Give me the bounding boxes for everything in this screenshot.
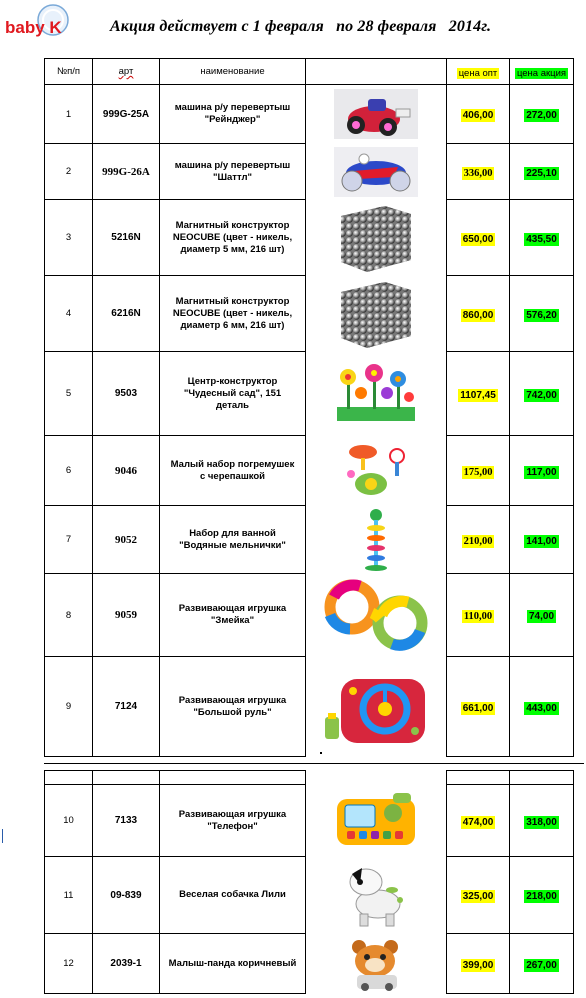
row-number: 5 (45, 352, 93, 436)
name-line: машина р/у перевертыш (174, 102, 291, 113)
product-image-cell (306, 200, 447, 276)
row-article: 2039-1 (93, 934, 160, 994)
row-price-promo (510, 785, 574, 857)
name-line: Магнитный конструктор (175, 219, 290, 231)
row-price-opt (447, 436, 510, 506)
name-line: "Телефон" (207, 820, 258, 832)
name-line: Развивающая игрушка (178, 603, 287, 614)
table-row (45, 200, 574, 276)
price-promo-value: 742,00 (526, 389, 557, 401)
table-spacer-row (45, 771, 574, 785)
price-opt-value: 175,00 (463, 466, 493, 478)
product-image-cell (306, 934, 447, 994)
table-row (45, 857, 574, 934)
row-article: 7133 (93, 785, 160, 857)
row-price-promo (510, 436, 574, 506)
row-price-promo (510, 85, 574, 144)
row-price-opt (447, 857, 510, 934)
name-line: диаметр 5 мм, 216 шт) (180, 243, 285, 255)
row-price-opt (447, 85, 510, 144)
promo-title: Акция действует с 1 февраля по 28 февраля 2014г. (110, 18, 492, 35)
table-row (45, 352, 574, 436)
row-price-opt (447, 200, 510, 276)
price-opt-value: 325,00 (462, 891, 494, 902)
product-image-cell (306, 144, 447, 200)
row-price-opt (447, 574, 510, 657)
price-opt-label: цена опт (458, 67, 498, 79)
price-promo-value: 74,00 (528, 611, 555, 622)
row-price-promo (510, 657, 574, 757)
price-table-main (44, 58, 574, 757)
row-price-promo (510, 506, 574, 574)
table-row (45, 785, 574, 857)
page-break-line (44, 763, 584, 764)
row-name (160, 574, 306, 657)
name-line: с черепашкой (199, 470, 266, 482)
name-line: "Рейнджер" (204, 114, 261, 125)
price-opt-value: 406,00 (462, 110, 494, 121)
col-header-image (306, 59, 447, 85)
name-line: NEOCUBE (цвет - никель, (172, 231, 293, 243)
row-article: 7124 (93, 657, 160, 757)
row-number: 4 (45, 276, 93, 352)
price-promo-value: 267,00 (526, 959, 557, 971)
table-row (45, 506, 574, 574)
row-number: 12 (45, 934, 93, 994)
row-price-opt (447, 144, 510, 200)
table-row (45, 574, 574, 657)
price-promo-label: цена акция (516, 67, 567, 79)
row-number: 2 (45, 144, 93, 200)
name-line: Развивающая игрушка (178, 694, 287, 706)
row-article: 5216N (93, 200, 160, 276)
name-line: диаметр 6 мм, 216 шт) (180, 319, 285, 331)
name-line: Развивающая игрушка (178, 808, 287, 820)
name-line: "Змейка" (210, 615, 255, 626)
row-price-opt (447, 934, 510, 994)
name-line: Веселая собачка Лили (179, 889, 286, 900)
col-header-price-opt (447, 59, 510, 85)
table-row (45, 436, 574, 506)
row-article: 999G-26A (93, 144, 160, 200)
price-opt-value: 860,00 (462, 309, 494, 321)
row-article: 9052 (93, 506, 160, 574)
steering-wheel-icon (321, 661, 431, 753)
row-article: 999G-25A (93, 85, 160, 144)
row-price-promo (510, 574, 574, 657)
product-image-cell (306, 352, 447, 436)
price-opt-value: 399,00 (462, 959, 494, 971)
col-header-num: №п/п (45, 59, 93, 85)
product-image-cell (306, 857, 447, 934)
price-opt-value: 110,00 (463, 611, 493, 622)
name-line: Малыш-панда коричневый (168, 957, 297, 969)
price-promo-value: 576,20 (526, 309, 557, 321)
price-opt-value: 336,00 (463, 167, 493, 179)
name-line: "Большой руль" (193, 706, 272, 718)
neocube-icon (339, 202, 413, 274)
price-promo-value: 218,00 (526, 891, 557, 902)
price-promo-value: 117,00 (526, 466, 557, 478)
row-name (160, 144, 306, 200)
row-price-promo (510, 857, 574, 934)
row-number: 3 (45, 200, 93, 276)
row-article: 9503 (93, 352, 160, 436)
row-article: 9059 (93, 574, 160, 657)
table-row (45, 657, 574, 757)
row-name (160, 785, 306, 857)
robot-dog-icon (340, 860, 412, 930)
price-promo-value: 272,00 (526, 110, 557, 121)
price-promo-value: 225,10 (526, 167, 557, 179)
panda-toy-icon (345, 937, 407, 991)
product-image-cell (306, 506, 447, 574)
col-header-art: арт (93, 59, 160, 85)
table-row (45, 276, 574, 352)
row-price-opt (447, 352, 510, 436)
table-header-row (45, 59, 574, 85)
product-image-cell (306, 574, 447, 657)
product-image-cell (306, 657, 447, 757)
row-number: 1 (45, 85, 93, 144)
price-table-continued (44, 770, 574, 994)
bath-tower-icon (361, 508, 391, 572)
logo-text: baby K (5, 18, 62, 37)
toy-phone-icon (333, 791, 419, 851)
row-article: 6216N (93, 276, 160, 352)
row-name (160, 352, 306, 436)
snake-rings-icon (320, 577, 432, 653)
babyk-logo (3, 3, 69, 43)
row-price-promo (510, 276, 574, 352)
col-header-price-promo (510, 59, 574, 85)
flower-garden-icon (333, 363, 419, 425)
product-image-cell (306, 785, 447, 857)
rc-car-shuttle-icon (334, 147, 418, 197)
row-price-opt (447, 276, 510, 352)
row-name (160, 657, 306, 757)
row-number: 7 (45, 506, 93, 574)
row-name (160, 934, 306, 994)
row-number: 11 (45, 857, 93, 934)
name-line: Магнитный конструктор (175, 295, 290, 307)
name-line: "Шаттл" (212, 171, 253, 183)
row-article: 9046 (93, 436, 160, 506)
row-number: 8 (45, 574, 93, 657)
row-price-opt (447, 785, 510, 857)
col-header-name: наименование (160, 59, 306, 85)
row-name (160, 857, 306, 934)
name-line: "Чудесный сад", 151 (183, 387, 282, 399)
name-line: машина р/у перевертыш (174, 159, 291, 171)
price-opt-value: 661,00 (462, 702, 494, 714)
table-row (45, 934, 574, 994)
price-promo-value: 141,00 (526, 535, 557, 547)
margin-cursor-mark (2, 829, 3, 843)
row-price-promo (510, 352, 574, 436)
table-row (45, 144, 574, 200)
row-price-opt (447, 506, 510, 574)
row-name (160, 85, 306, 144)
row-name (160, 276, 306, 352)
row-number: 9 (45, 657, 93, 757)
price-opt-value: 650,00 (462, 233, 494, 245)
stray-dot (320, 752, 322, 754)
row-name (160, 506, 306, 574)
product-image-cell (306, 85, 447, 144)
name-line: Центр-конструктор (187, 375, 278, 387)
price-promo-value: 318,00 (526, 816, 557, 828)
name-line: деталь (216, 399, 249, 411)
table-row (45, 85, 574, 144)
row-price-opt (447, 657, 510, 757)
name-line: "Водяные мельнички" (179, 539, 286, 551)
rattle-set-icon (341, 442, 411, 500)
row-price-promo (510, 934, 574, 994)
name-line: Набор для ванной (189, 527, 276, 539)
price-opt-value: 474,00 (462, 816, 494, 828)
price-opt-value: 1107,45 (460, 389, 496, 401)
price-promo-value: 443,00 (526, 702, 557, 714)
price-promo-value: 435,50 (526, 233, 557, 245)
price-opt-value: 210,00 (463, 535, 493, 547)
name-line: NEOCUBE (цвет - никель, (172, 307, 293, 319)
rc-car-ranger-icon (334, 89, 418, 139)
row-name (160, 200, 306, 276)
row-name (160, 436, 306, 506)
product-image-cell (306, 276, 447, 352)
row-number: 6 (45, 436, 93, 506)
row-article: 09-839 (93, 857, 160, 934)
row-number: 10 (45, 785, 93, 857)
product-image-cell (306, 436, 447, 506)
neocube-icon (339, 278, 413, 350)
row-price-promo (510, 200, 574, 276)
name-line: Малый набор погремушек (170, 458, 295, 470)
row-price-promo (510, 144, 574, 200)
